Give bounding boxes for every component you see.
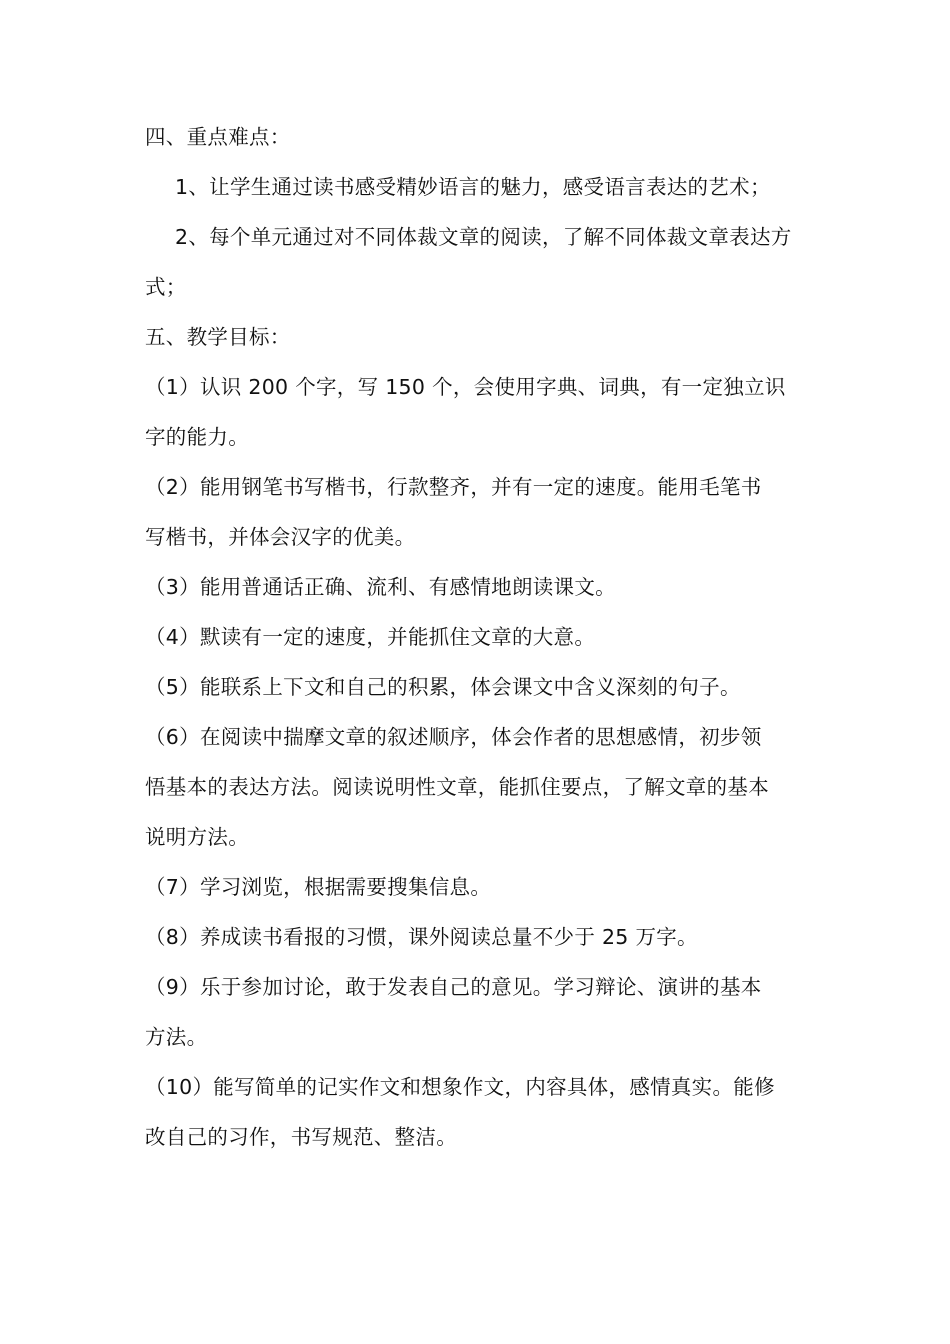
goal-item: （1）认识 200 个字，写 150 个，会使用字典、词典，有一定独立识 — [145, 375, 786, 399]
goal-item: （9）乐于参加讨论，敢于发表自己的意见。学习辩论、演讲的基本 — [145, 975, 762, 999]
goal-item-continuation: 方法。 — [145, 1025, 208, 1049]
goal-item: （7）学习浏览，根据需要搜集信息。 — [145, 875, 492, 899]
document-page — [145, 112, 810, 1162]
goal-item-continuation: 字的能力。 — [145, 425, 249, 449]
section-heading-key-difficulties: 四、重点难点： — [145, 125, 291, 149]
goal-item-continuation: 悟基本的表达方法。阅读说明性文章，能抓住要点，了解文章的基本 — [145, 775, 769, 799]
goal-item: （2）能用钢笔书写楷书，行款整齐，并有一定的速度。能用毛笔书 — [145, 475, 762, 499]
goal-item: （4）默读有一定的速度，并能抓住文章的大意。 — [145, 625, 596, 649]
goal-item: （6）在阅读中揣摩文章的叙述顺序，体会作者的思想感情，初步领 — [145, 725, 762, 749]
goal-item: （8）养成读书看报的习惯，课外阅读总量不少于 25 万字。 — [145, 925, 698, 949]
list-item: 1、让学生通过读书感受精妙语言的魅力，感受语言表达的艺术； — [175, 175, 771, 199]
list-item-continuation: 式； — [145, 275, 187, 299]
goal-item: （10）能写简单的记实作文和想象作文，内容具体，感情真实。能修 — [145, 1075, 775, 1099]
list-item: 2、每个单元通过对不同体裁文章的阅读，了解不同体裁文章表达方 — [175, 225, 792, 249]
goal-item: （3）能用普通话正确、流利、有感情地朗读课文。 — [145, 575, 616, 599]
goal-item-continuation: 改自己的习作，书写规范、整洁。 — [145, 1125, 457, 1149]
section-heading-teaching-goals: 五、教学目标： — [145, 325, 291, 349]
goal-item: （5）能联系上下文和自己的积累，体会课文中含义深刻的句子。 — [145, 675, 741, 699]
goal-item-continuation: 写楷书，并体会汉字的优美。 — [145, 525, 416, 549]
goal-item-continuation: 说明方法。 — [145, 825, 249, 849]
